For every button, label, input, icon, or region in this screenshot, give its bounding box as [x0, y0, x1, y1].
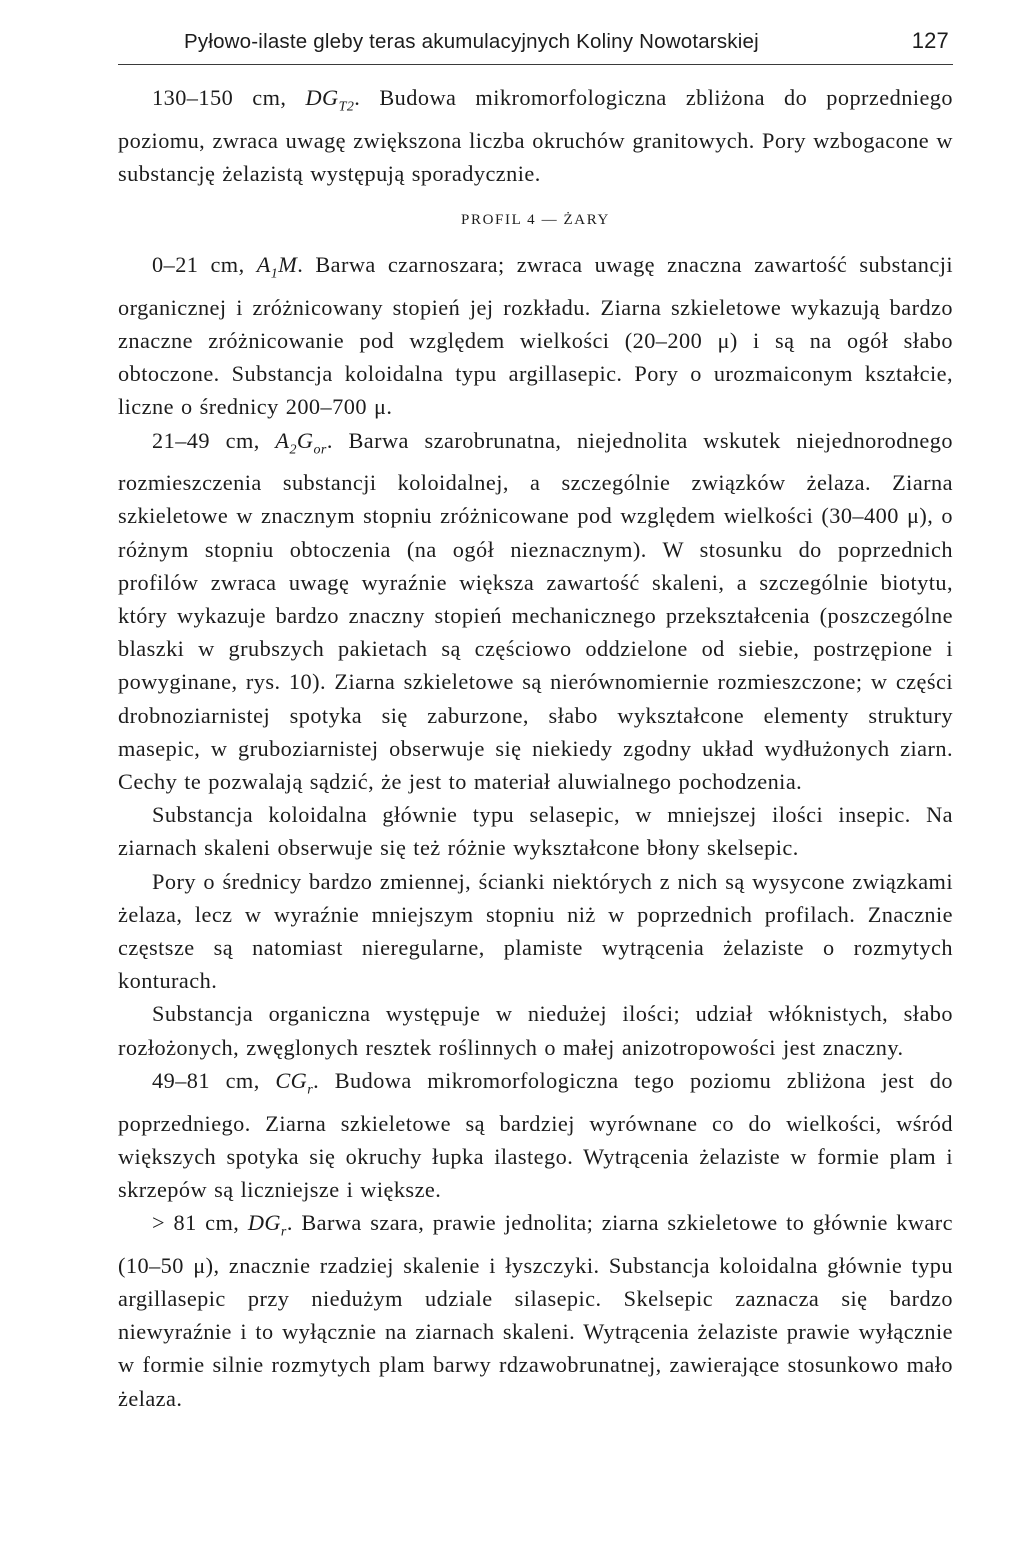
paragraph-text: . Barwa szara, prawie jednolita; ziarna szkieletowe to głównie kwarc (10–50 μ), znacznie rzadziej skalenie i łyszczyki. Substancja koloidalna głównie typu argillasepic przy niedużym udziale silasepic. Skelsepic zaznacza się bardzo niewyraźnie i to wyłącznie na ziarnach skaleni. Wytrącenia żelaziste prawie wyłącznie w formie silnie rozmytych plam barwy rdzawobrunatnej, zawierające stosunkowo mało żelaza. — [118, 1210, 953, 1411]
horizon-symbol: A — [256, 252, 271, 278]
horizon-symbol: DG — [247, 1210, 281, 1236]
paragraph-pory — [118, 865, 953, 998]
horizon-subscript: r — [307, 1082, 314, 1098]
horizon-subscript: r — [280, 1224, 287, 1240]
paragraph-substancja-organiczna — [118, 997, 953, 1063]
depth-range: 21–49 cm, — [152, 427, 276, 453]
horizon-subscript: 2 — [289, 441, 297, 457]
horizon-symbol: DG — [305, 85, 339, 110]
paragraph-text: . Budowa mikromorfologiczna tego poziomu zbliżona jest do poprzedniego. Ziarna szkieletowe są bardziej wyrównane co do wielkości, wśród większych spotyka się okruchy łupka ilastego. Wytrącenia żelaziste w formie plam i skrzepów są liczniejsze i większe. — [118, 1067, 953, 1202]
horizon-subscript: T2 — [338, 99, 355, 115]
running-head — [118, 28, 953, 65]
paragraph-text: Substancja organiczna występuje w niedużej ilości; udział włóknistych, słabo rozłożonych, zwęglonych resztek roślinnych o małej anizotropowości jest znaczny. — [118, 1001, 953, 1060]
horizon-symbol: A — [275, 427, 290, 453]
paragraph-text: . Barwa czarnoszara; zwraca uwagę znaczna zawartość substancji organicznej i zróżnicowany stopień jej rozkładu. Ziarna szkieletowe wykazują bardzo znaczne zróżnicowanie pod względem wielkości (20–200 μ) i są na ogół słabo obtoczone. Substancja koloidalna typu argillasepic. Pory o urozmaiconym kształcie, liczne o średnicy 200–700 μ. — [118, 252, 953, 420]
depth-range: 49–81 cm, — [152, 1067, 276, 1093]
depth-range: > 81 cm, — [152, 1210, 248, 1236]
horizon-symbol: CG — [275, 1067, 308, 1093]
paragraph-text: . Budowa mikromorfologiczna zbliżona do poprzedniego poziomu, zwraca uwagę zwiększona liczba okruchów granitowych. Pory wzbogacone w substancję żelazistą występują sporadycznie. — [118, 85, 954, 186]
paragraph-text: Pory o średnicy bardzo zmiennej, ścianki niektórych z nich są wysycone związkami żelaza, lecz w wyraźnie mniejszym stopniu niż w poprzednich profilach. Znacznie częstsze są natomiast nieregularne, plamiste wytrącenia żelaziste o rozmytych konturach. — [118, 868, 953, 994]
running-title: Pyłowo-ilaste gleby teras akumulacyjnych Koliny Nowotarskiej — [184, 30, 759, 53]
paragraph-130-150 — [118, 81, 953, 190]
paragraph-49-81 — [118, 1064, 953, 1206]
horizon-subscript-2: or — [313, 441, 327, 457]
page — [118, 28, 953, 1415]
paragraph-81-plus — [118, 1206, 953, 1415]
depth-range: 0–21 cm, — [152, 252, 257, 278]
depth-range: 130–150 cm, — [152, 85, 306, 110]
page-number: 127 — [911, 28, 949, 53]
paragraph-21-49 — [118, 424, 953, 799]
paragraph-substancja-koloidalna — [118, 798, 953, 864]
paragraph-text: Substancja koloidalna głównie typu selasepic, w mniejszej ilości insepic. Na ziarnach skaleni obserwuje się też różnie wykształcone błony skelsepic. — [118, 802, 953, 861]
paragraph-0-21 — [118, 248, 953, 423]
horizon-subscript: 1 — [270, 266, 279, 282]
horizon-symbol-2: M — [278, 252, 298, 278]
section-heading: PROFIL 4 — ŻARY — [461, 212, 610, 229]
horizon-symbol-2: G — [296, 427, 314, 453]
body-text — [118, 81, 953, 1415]
paragraph-text: . Barwa szarobrunatna, niejednolita wskutek niejednorodnego rozmieszczenia substancji koloidalnej, a szczególnie związków żelaza. Ziarna szkieletowe w znacznym stopniu zróżnicowane pod względem wielkości (30–400 μ), o różnym stopniu obtoczenia (na ogół nieznacznym). W stosunku do poprzednich profilów zwraca uwagę wyraźnie większa zawartość skaleni, a szczególnie biotytu, który wykazuje bardzo znaczny stopień mechanicznego przekształcenia (poszczególne blaszki w grubszych pakietach są częściowo oddzielone od siebie, postrzępione i powyginane, rys. 10). Ziarna szkieletowe są nierównomiernie rozmieszczone; w części drobnoziarnistej spotyka się zaburzone, słabo wykształcone elementy struktury masepic, w gruboziarnistej obserwuje się niekiedy zgodny układ wydłużonych ziarn. Cechy te pozwalają sądzić, że jest to materiał aluwialnego pochodzenia. — [118, 427, 953, 795]
